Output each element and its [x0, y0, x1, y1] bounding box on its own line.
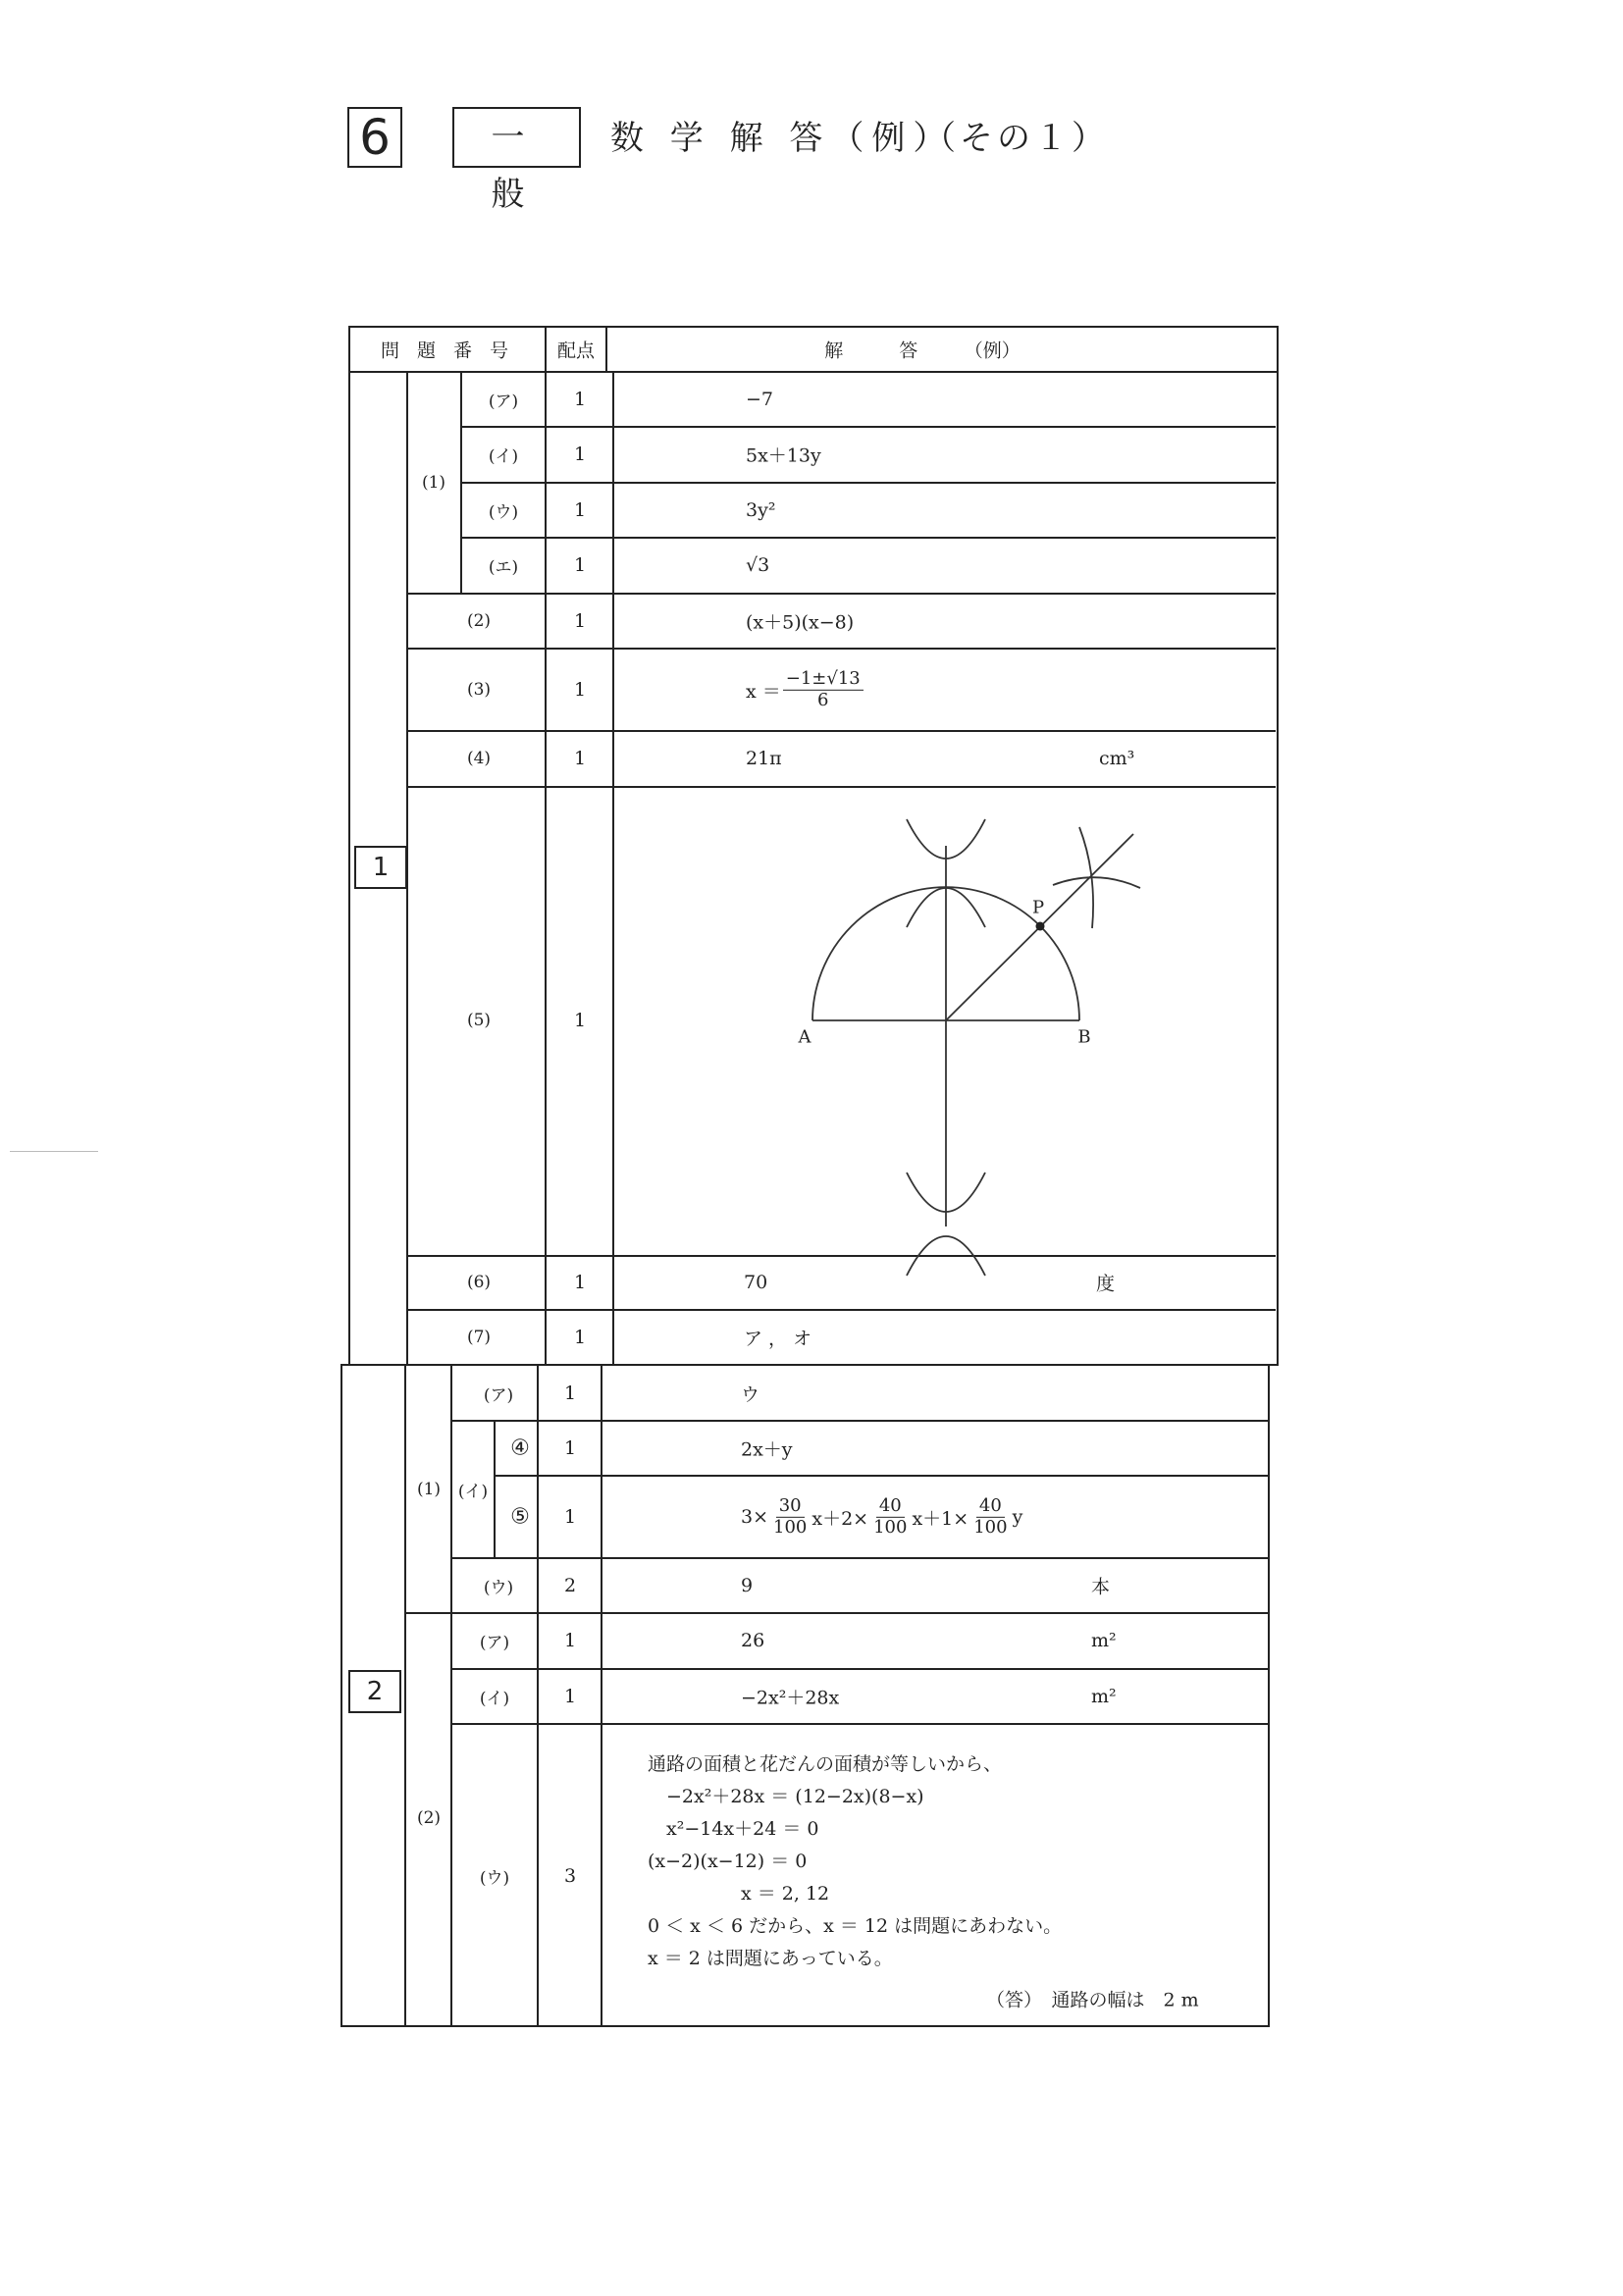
section-2-box: 2: [348, 1670, 401, 1713]
page-part: （その１）: [922, 119, 1109, 158]
s2-q1b4-points: 1: [563, 1437, 577, 1459]
header-points: 配点: [556, 339, 596, 362]
s2-q1b5-frac2: [870, 1496, 910, 1538]
s2-q2-label: (2): [416, 1808, 442, 1828]
s1-q5-points: 1: [573, 1010, 587, 1031]
s2-q1c-points: 2: [563, 1575, 577, 1596]
s2-q1-label: (1): [416, 1480, 442, 1499]
s1-q2-answer: (x＋5)(x−8): [746, 611, 855, 634]
s1-q1b-answer: 5x＋13y: [746, 444, 821, 467]
s1-q3-label: (3): [466, 680, 492, 700]
s2-q2c-final-answer: （答） 通路の幅は 2 m: [986, 1989, 1199, 2011]
solution-line: (x−2)(x−12) ＝ 0: [648, 1851, 808, 1872]
s2-q2b-answer: −2x²＋28x: [741, 1687, 840, 1709]
s2-q2b-unit: m²: [1091, 1686, 1117, 1707]
solution-line: x ＝ 2 は問題にあっている。: [648, 1948, 893, 1969]
s1-q1a-label: (ア): [488, 391, 519, 412]
s1-q4-label: (4): [466, 749, 492, 768]
s2-q1b5-n1: 30: [776, 1496, 805, 1518]
s1-q7-answer: ア ， オ: [744, 1328, 812, 1350]
s1-q1c-points: 1: [573, 499, 587, 521]
s1-q5-label: (5): [466, 1011, 492, 1030]
s1-q2-label: (2): [466, 611, 492, 631]
s1-q1b-points: 1: [573, 444, 587, 465]
s2-q1b5-term4: y: [1012, 1506, 1023, 1528]
s1-q3-points: 1: [573, 679, 587, 701]
s2-q1b5-frac1: [770, 1496, 810, 1538]
s1-q1d-label: (エ): [488, 557, 519, 578]
s1-q7-points: 1: [573, 1327, 587, 1348]
s2-q1b5-n2: 40: [876, 1496, 905, 1518]
s1-q1-label: (1): [421, 473, 446, 493]
s2-q1c-answer: 9: [741, 1575, 754, 1596]
s1-q1a-points: 1: [573, 389, 587, 410]
s1-q4-answer: 21π: [746, 748, 782, 769]
category-box: 一 般: [452, 107, 581, 168]
page-title: 数 学 解 答（例）: [610, 119, 955, 158]
s1-q6-label: (6): [466, 1273, 492, 1292]
s1-q1d-answer: √3: [746, 554, 770, 576]
s1-q6-points: 1: [573, 1272, 587, 1293]
s1-q2-points: 1: [573, 610, 587, 632]
construction-arc-bottom-2: [907, 1236, 985, 1276]
s2-q1b-label: (イ): [457, 1482, 489, 1502]
s1-q1c-answer: 3y²: [746, 499, 776, 521]
s1-q1b-label: (イ): [488, 446, 519, 467]
construction-arc-right-2: [1053, 877, 1140, 888]
s1-q1d-points: 1: [573, 554, 587, 576]
point-p-dot: [1036, 922, 1045, 931]
s2-q1b4-label: ④: [510, 1435, 530, 1461]
s2-q1b5-answer: [741, 1496, 1022, 1538]
s1-q1a-answer: −7: [746, 389, 774, 410]
s2-q1a-label: (ア): [483, 1385, 514, 1406]
point-p-label: P: [1031, 897, 1045, 918]
s2-q1b5-label: ⑤: [510, 1504, 530, 1530]
s2-q1b5-points: 1: [563, 1506, 577, 1528]
solution-line: x ＝ 2, 12: [648, 1883, 830, 1905]
s2-q1b5-d3: 100: [973, 1516, 1008, 1538]
point-a-label: A: [798, 1026, 812, 1048]
s1-q4-points: 1: [573, 748, 587, 769]
solution-line: x²−14x＋24 ＝ 0: [648, 1818, 819, 1840]
s2-q1b4-answer: 2x＋y: [741, 1438, 793, 1461]
header-answer: 解 答 （例）: [824, 339, 1021, 362]
s2-q2b-label: (イ): [479, 1689, 510, 1709]
solution-line: 0 ＜ x ＜ 6 だから、x ＝ 12 は問題にあわない。: [648, 1915, 1063, 1937]
s2-q1b5-d1: 100: [773, 1516, 808, 1538]
s1-q6-answer: 70: [744, 1272, 768, 1293]
header-problem: 問 題 番 号: [380, 339, 515, 362]
s1-q1c-label: (ウ): [488, 502, 519, 523]
s2-q1b5-term2: x＋2×: [812, 1507, 869, 1530]
s2-q1c-unit: 本: [1091, 1576, 1111, 1598]
s2-q1a-points: 1: [563, 1383, 577, 1404]
s2-q1b5-term3: x＋1×: [912, 1507, 969, 1530]
point-b-label: B: [1077, 1026, 1091, 1048]
s2-q1b5-frac3: [970, 1496, 1010, 1538]
s2-q1c-label: (ウ): [483, 1578, 514, 1598]
s1-q3-numerator: −1±√13: [783, 669, 864, 691]
s2-q1b5-d2: 100: [873, 1516, 908, 1538]
s2-q1a-answer: ウ: [741, 1383, 760, 1406]
s2-q2c-solution: [648, 1748, 1062, 1975]
solution-line: 通路の面積と花だんの面積が等しいから、: [648, 1753, 1003, 1775]
s2-q1b5-n3: 40: [976, 1496, 1005, 1518]
s2-q2c-points: 3: [563, 1865, 577, 1887]
s1-q7-label: (7): [466, 1328, 492, 1347]
s1-q6-unit: 度: [1096, 1273, 1116, 1295]
s2-q2a-answer: 26: [741, 1630, 765, 1651]
s1-q3-denominator: 6: [817, 689, 829, 710]
s1-q4-unit: cm³: [1099, 748, 1135, 769]
s2-q2a-unit: m²: [1091, 1630, 1117, 1651]
s2-q2c-label: (ウ): [479, 1868, 510, 1889]
s2-q1b5-term1: 3×: [741, 1506, 769, 1528]
s2-q2a-points: 1: [563, 1630, 577, 1651]
s1-q3-lhs: x ＝: [746, 680, 781, 703]
solution-line: −2x²＋28x ＝ (12−2x)(8−x): [648, 1786, 924, 1807]
question-number-box: 6: [347, 107, 402, 168]
s2-q2a-label: (ア): [479, 1633, 510, 1653]
section-1-box: 1: [354, 846, 407, 889]
s2-q2b-points: 1: [563, 1686, 577, 1707]
